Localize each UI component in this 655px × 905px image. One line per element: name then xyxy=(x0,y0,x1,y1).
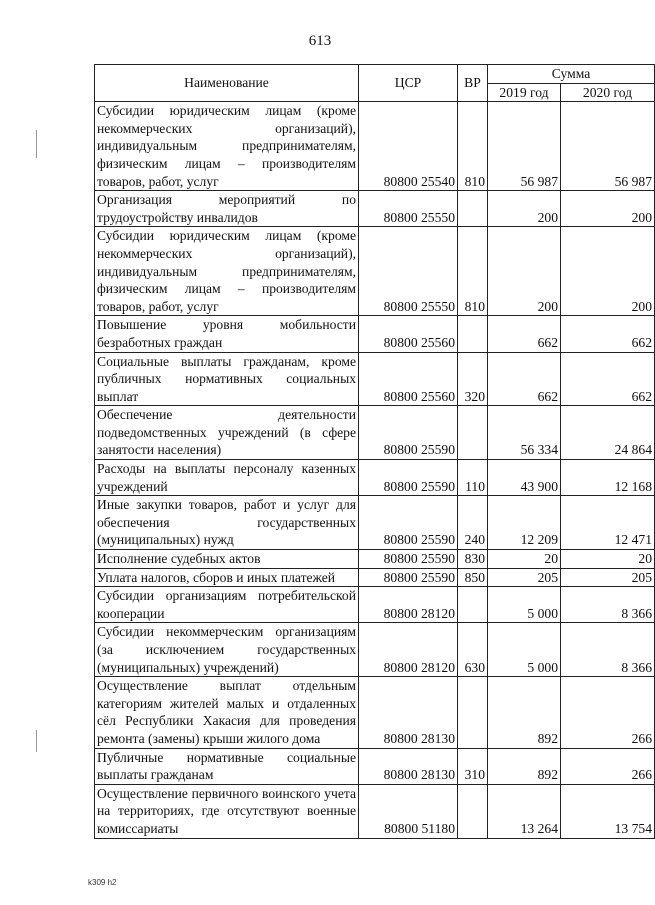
row-sum-2019: 892 xyxy=(488,748,561,784)
row-csr: 80800 25590 xyxy=(359,496,458,550)
row-vr: 630 xyxy=(458,623,488,677)
table-row xyxy=(95,191,655,227)
row-csr: 80800 25590 xyxy=(359,550,458,569)
table-row xyxy=(95,550,655,569)
row-csr: 80800 25550 xyxy=(359,191,458,227)
row-vr: 810 xyxy=(458,227,488,316)
row-name: Субсидии юридическим лицам (кроме некоммерческих организаций), индивидуальным предпринимателям, физическим лицам – производителям товаров, работ, услуг xyxy=(95,102,359,191)
row-sum-2019: 892 xyxy=(488,677,561,748)
row-name: Субсидии юридическим лицам (кроме некоммерческих организаций), индивидуальным предпринимателям, физическим лицам – производителям товаров, работ, услуг xyxy=(95,227,359,316)
row-name: Организация мероприятий по трудоустройству инвалидов xyxy=(95,191,359,227)
row-name: Публичные нормативные социальные выплаты гражданам xyxy=(95,748,359,784)
row-sum-2019: 662 xyxy=(488,316,561,352)
row-sum-2020: 662 xyxy=(561,316,655,352)
row-name: Иные закупки товаров, работ и услуг для обеспечения государственных (муниципальных) нужд xyxy=(95,496,359,550)
row-sum-2020: 205 xyxy=(561,568,655,587)
row-vr xyxy=(458,191,488,227)
row-sum-2020: 13 754 xyxy=(561,784,655,838)
table-row xyxy=(95,587,655,623)
page-number: 613 xyxy=(308,33,332,49)
row-name: Социальные выплаты гражданам, кроме публичных нормативных социальных выплат xyxy=(95,352,359,406)
row-sum-2019: 43 900 xyxy=(488,460,561,496)
row-csr: 80800 25560 xyxy=(359,316,458,352)
header-sum: Сумма xyxy=(488,65,655,84)
row-csr: 80800 25550 xyxy=(359,227,458,316)
table-row xyxy=(95,677,655,748)
header-vr: ВР xyxy=(458,65,488,102)
row-csr: 80800 28120 xyxy=(359,623,458,677)
margin-mark xyxy=(36,730,37,752)
row-name: Уплата налогов, сборов и иных платежей xyxy=(95,568,359,587)
row-sum-2019: 12 209 xyxy=(488,496,561,550)
budget-table xyxy=(94,64,655,839)
row-sum-2020: 8 366 xyxy=(561,587,655,623)
row-csr: 80800 28130 xyxy=(359,748,458,784)
row-csr: 80800 51180 xyxy=(359,784,458,838)
row-vr xyxy=(458,784,488,838)
row-sum-2020: 200 xyxy=(561,227,655,316)
row-sum-2019: 662 xyxy=(488,352,561,406)
row-vr: 830 xyxy=(458,550,488,569)
row-sum-2020: 24 864 xyxy=(561,406,655,460)
table-row xyxy=(95,102,655,191)
row-sum-2019: 13 264 xyxy=(488,784,561,838)
row-name: Исполнение судебных актов xyxy=(95,550,359,569)
header-year-2019: 2019 год xyxy=(488,83,561,102)
table-row xyxy=(95,460,655,496)
row-vr xyxy=(458,406,488,460)
row-sum-2019: 5 000 xyxy=(488,587,561,623)
footer-code: k309 h2 xyxy=(88,878,117,887)
row-csr: 80800 28130 xyxy=(359,677,458,748)
row-sum-2019: 205 xyxy=(488,568,561,587)
row-sum-2019: 20 xyxy=(488,550,561,569)
row-sum-2020: 662 xyxy=(561,352,655,406)
row-csr: 80800 25590 xyxy=(359,568,458,587)
table-row xyxy=(95,784,655,838)
row-sum-2020: 20 xyxy=(561,550,655,569)
row-csr: 80800 25540 xyxy=(359,102,458,191)
row-name: Субсидии некоммерческим организациям (за исключением государственных (муниципальных) учреждений) xyxy=(95,623,359,677)
row-vr: 110 xyxy=(458,460,488,496)
row-sum-2020: 12 168 xyxy=(561,460,655,496)
row-csr: 80800 25560 xyxy=(359,352,458,406)
header-name: Наименование xyxy=(95,65,359,102)
row-sum-2019: 56 987 xyxy=(488,102,561,191)
row-vr: 310 xyxy=(458,748,488,784)
table-row xyxy=(95,227,655,316)
header-year-2020: 2020 год xyxy=(561,83,655,102)
header-csr: ЦСР xyxy=(359,65,458,102)
row-sum-2019: 200 xyxy=(488,191,561,227)
table-row xyxy=(95,568,655,587)
row-sum-2019: 200 xyxy=(488,227,561,316)
margin-mark xyxy=(36,130,37,158)
row-csr: 80800 28120 xyxy=(359,587,458,623)
row-csr: 80800 25590 xyxy=(359,406,458,460)
row-vr xyxy=(458,587,488,623)
row-name: Повышение уровня мобильности безработных граждан xyxy=(95,316,359,352)
row-name: Осуществление первичного воинского учета на территориях, где отсутствуют военные комиссариаты xyxy=(95,784,359,838)
table-row xyxy=(95,748,655,784)
row-sum-2020: 200 xyxy=(561,191,655,227)
row-sum-2020: 12 471 xyxy=(561,496,655,550)
row-sum-2020: 266 xyxy=(561,677,655,748)
row-sum-2020: 266 xyxy=(561,748,655,784)
row-name: Субсидии организациям потребительской кооперации xyxy=(95,587,359,623)
table-row xyxy=(95,352,655,406)
row-csr: 80800 25590 xyxy=(359,460,458,496)
row-sum-2019: 56 334 xyxy=(488,406,561,460)
row-vr xyxy=(458,677,488,748)
row-vr xyxy=(458,316,488,352)
table-row xyxy=(95,406,655,460)
row-sum-2020: 8 366 xyxy=(561,623,655,677)
row-vr: 810 xyxy=(458,102,488,191)
row-vr: 320 xyxy=(458,352,488,406)
row-name: Обеспечение деятельности подведомственных учреждений (в сфере занятости населения) xyxy=(95,406,359,460)
row-sum-2020: 56 987 xyxy=(561,102,655,191)
row-name: Осуществление выплат отдельным категориям жителей малых и отдаленных сёл Республики Хакасия для проведения ремонта (замены) крыши жилого дома xyxy=(95,677,359,748)
row-vr: 240 xyxy=(458,496,488,550)
row-sum-2019: 5 000 xyxy=(488,623,561,677)
row-name: Расходы на выплаты персоналу казенных учреждений xyxy=(95,460,359,496)
table-row xyxy=(95,316,655,352)
table-row xyxy=(95,623,655,677)
row-vr: 850 xyxy=(458,568,488,587)
table-row xyxy=(95,496,655,550)
